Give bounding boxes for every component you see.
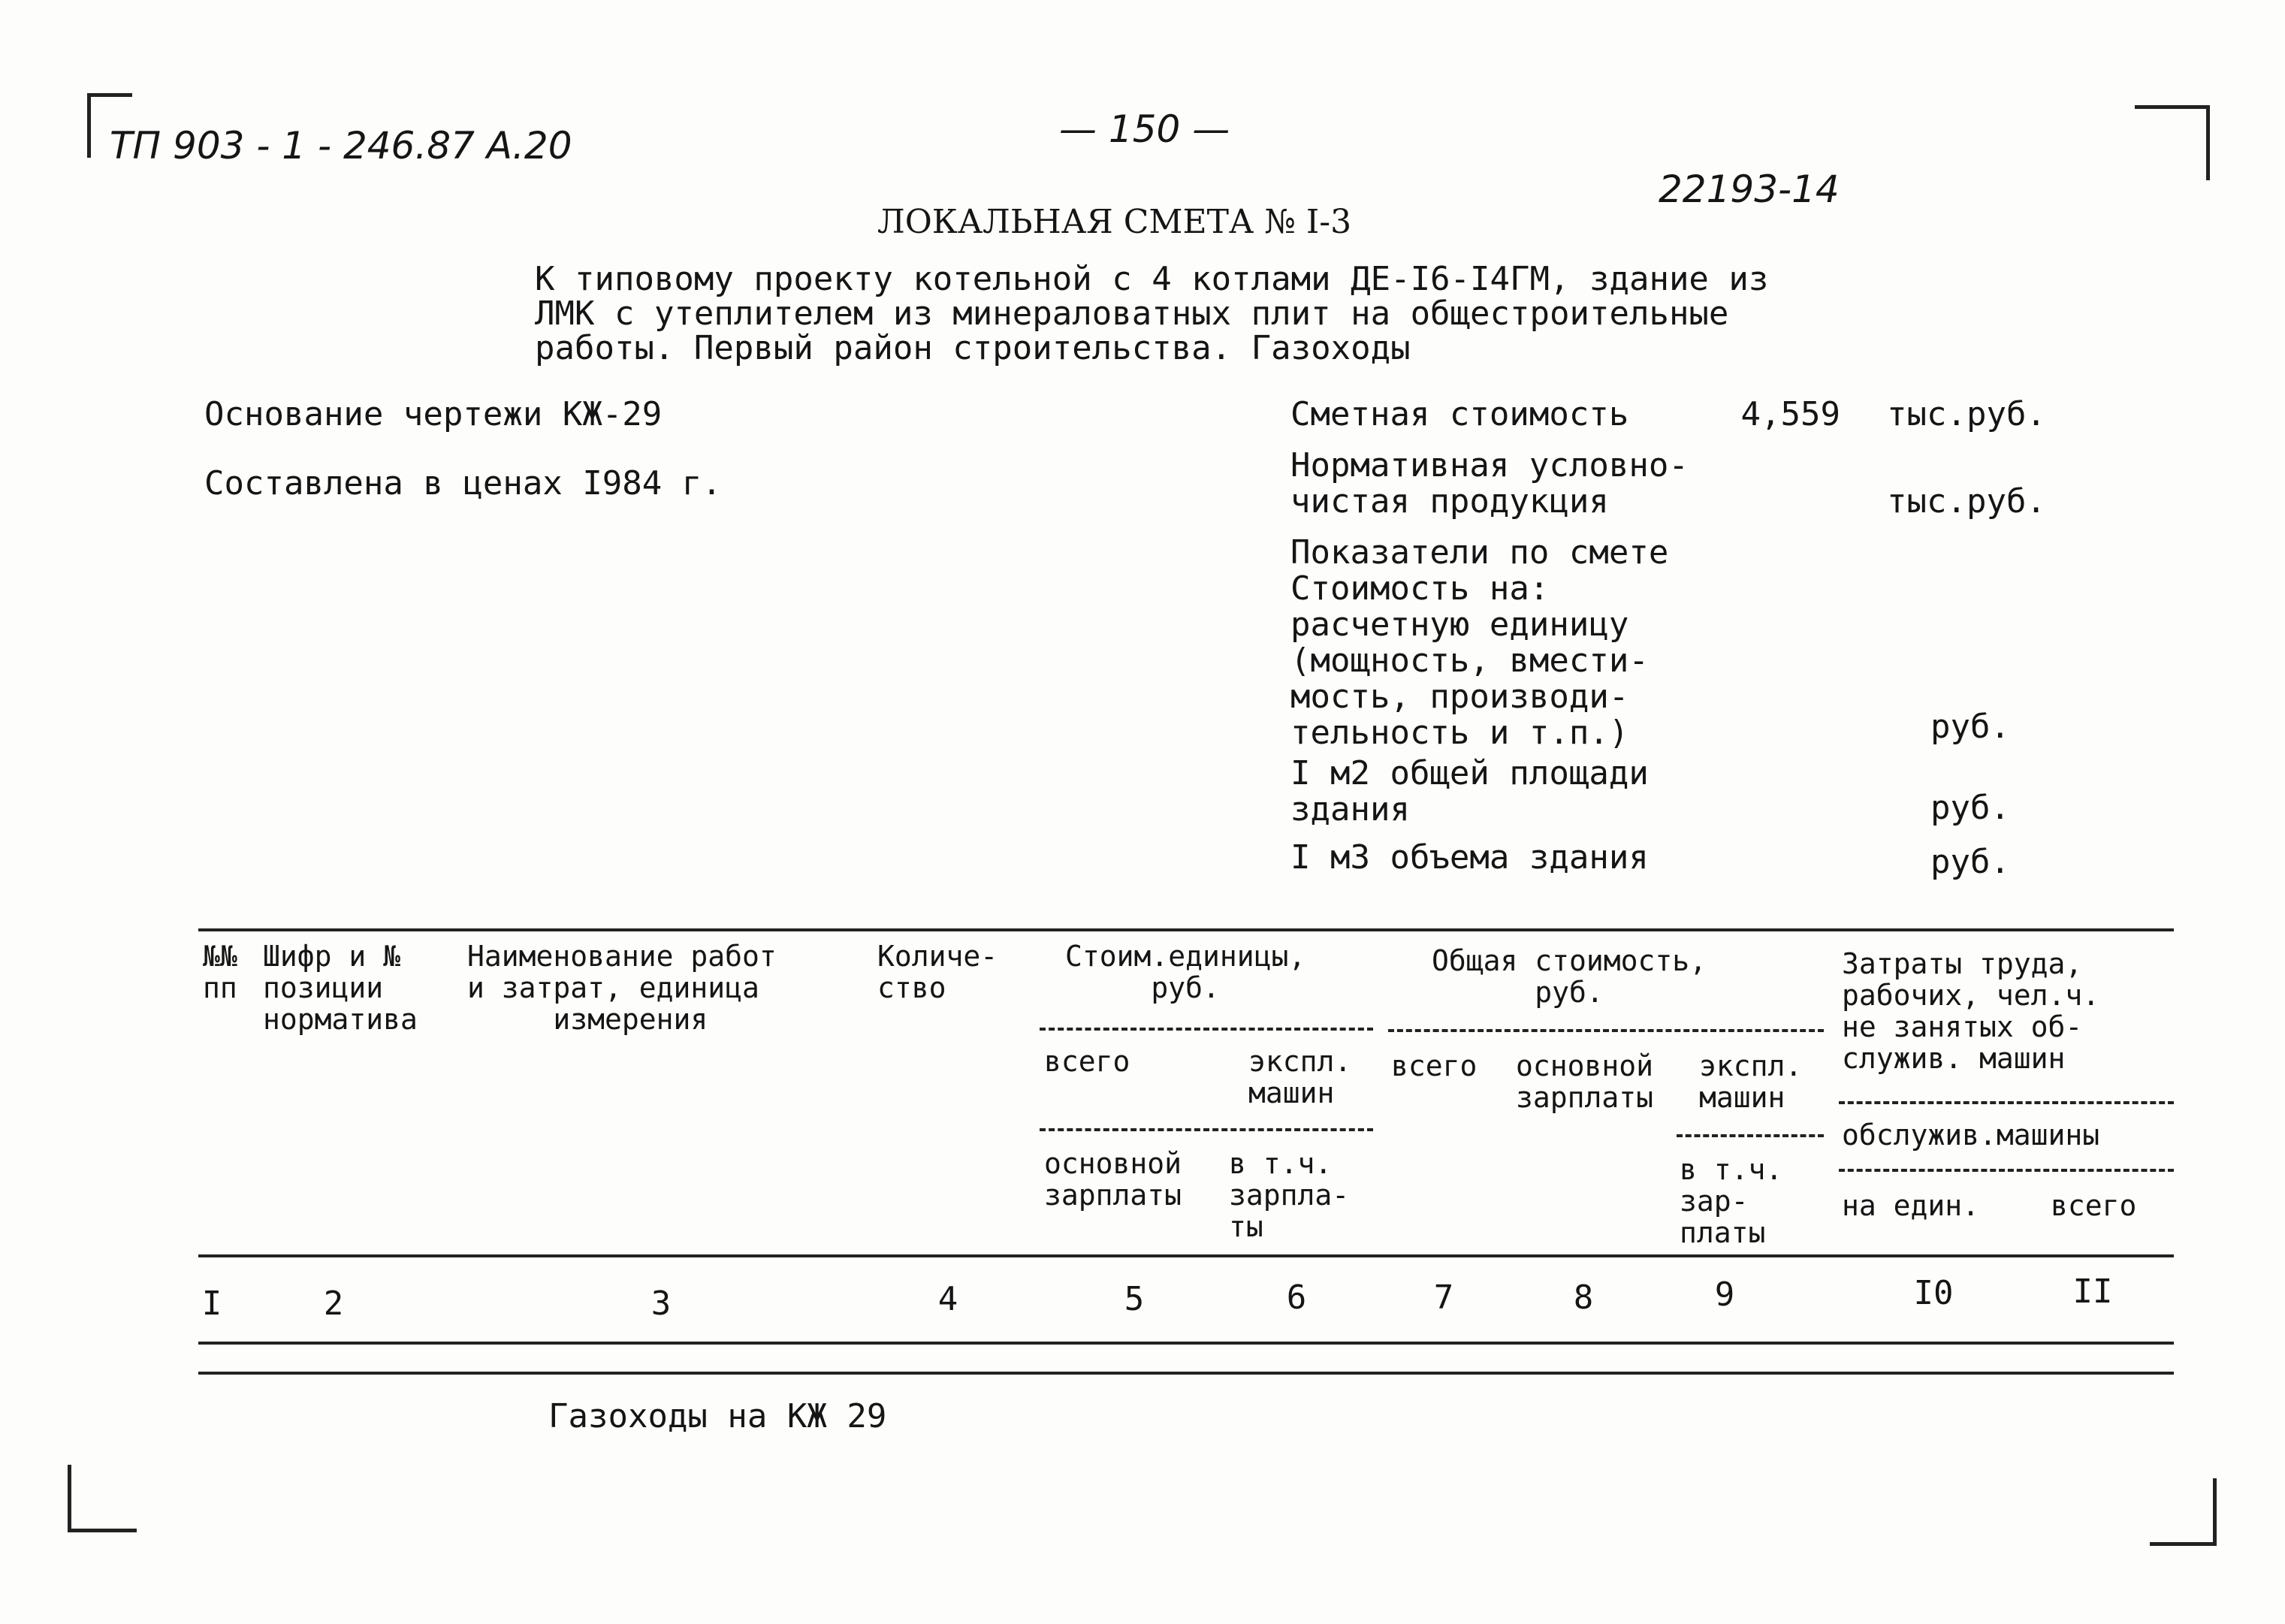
document-title: ЛОКАЛЬНАЯ СМЕТА № I-3 [877, 203, 1352, 241]
prices-text: Составлена в ценах I984 г. [204, 464, 722, 503]
subtitle-line-1: К типовому проекту котельной с 4 котлами ДЕ-I6-I4ГМ, здание из [535, 260, 1769, 298]
indicators-label: Показатели по смете Стоимость на: расчетную единицу (мощность, вмести- мость, производи- тельность и т.п.) [1290, 533, 1669, 752]
normative-unit: тыс.руб. [1887, 482, 2046, 521]
totalcost-sub-rule [1388, 1029, 1824, 1032]
document-code: ТП 903 - 1 - 246.87 А.20 [110, 124, 572, 168]
header-name: Наименование работ и затрат, единица измерения [467, 940, 777, 1036]
column-number-10: I0 [1913, 1274, 1954, 1312]
corner-mark-top-left-vertical [87, 93, 91, 158]
header-quantity: Количе- ство [877, 940, 998, 1004]
table-header-bottom-rule [198, 1254, 2174, 1257]
header-code: Шифр и № позиции норматива [263, 940, 418, 1036]
labor-sub-rule-2 [1839, 1101, 2174, 1104]
column-number-1: I [201, 1284, 222, 1323]
labor-sub-rule-1 [1677, 1134, 1824, 1137]
page-number: — 150 — [1059, 107, 1230, 151]
header-unit-machines: экспл. машин [1248, 1045, 1352, 1109]
corner-mark-top-right-horizontal [2135, 105, 2210, 109]
corner-mark-bottom-left-vertical [68, 1465, 71, 1532]
unitcost-sub-rule-1 [1040, 1028, 1373, 1031]
header-total-salary: основной зарплаты [1516, 1049, 1654, 1114]
header-total-total: всего [1391, 1049, 1478, 1082]
column-number-9: 9 [1714, 1275, 1735, 1314]
table-top-rule [198, 928, 2174, 931]
header-labor-per-unit: на един. [1842, 1189, 1980, 1222]
corner-mark-bottom-right-vertical [2213, 1478, 2217, 1546]
area-label: I м2 общей площади здания [1290, 754, 1649, 829]
corner-mark-top-right-vertical [2206, 105, 2210, 180]
header-unit-incl-salary: в т.ч. зарпла- ты [1229, 1147, 1350, 1243]
estimate-cost-value: 4,559 [1740, 395, 1840, 433]
estimate-cost-unit: тыс.руб. [1887, 395, 2046, 433]
estimate-cost-label: Сметная стоимость [1290, 395, 1629, 433]
header-unit-cost: Стоим.единицы, руб. [1065, 940, 1306, 1004]
header-total-incl-salary: в т.ч. зар- платы [1680, 1153, 1783, 1249]
column-number-7: 7 [1433, 1278, 1454, 1317]
volume-unit: руб. [1930, 843, 2010, 881]
header-labor-total: всего [2051, 1189, 2137, 1222]
column-number-6: 6 [1286, 1278, 1307, 1317]
header-row-number: №№ пп [203, 940, 237, 1004]
header-labor-machines: обслужив.машины [1842, 1118, 2100, 1152]
area-unit: руб. [1930, 789, 2010, 827]
indicators-unit: руб. [1930, 708, 2010, 746]
header-unit-total: всего [1044, 1045, 1130, 1078]
corner-mark-bottom-right-horizontal [2150, 1542, 2217, 1546]
corner-mark-bottom-left-horizontal [68, 1529, 137, 1532]
column-number-4: 4 [937, 1280, 958, 1318]
subtitle-line-3: работы. Первый район строительства. Газоходы [535, 329, 1411, 367]
header-total-machines: экспл. машин [1699, 1049, 1803, 1114]
subtitle-line-2: ЛМК с утеплителем из минераловатных плит на общестроительные [535, 294, 1729, 333]
header-unit-salary: основной зарплаты [1044, 1147, 1182, 1212]
stamp-number: 22193-14 [1659, 168, 1840, 211]
header-labor: Затраты труда, рабочих, чел.ч. не занятых об- служив. машин [1842, 947, 2100, 1075]
labor-sub-rule-3 [1839, 1169, 2174, 1172]
table-colnum-bottom-rule [198, 1342, 2174, 1345]
basis-text: Основание чертежи КЖ-29 [204, 395, 663, 433]
section-title: Газоходы на КЖ 29 [548, 1397, 887, 1435]
column-number-8: 8 [1573, 1278, 1594, 1317]
volume-label: I м3 объема здания [1290, 838, 1649, 877]
column-number-11: II [2072, 1272, 2113, 1311]
column-number-5: 5 [1124, 1280, 1145, 1318]
normative-label: Нормативная условно- чистая продукция [1290, 446, 1689, 521]
table-lower-rule [198, 1372, 2174, 1375]
unitcost-sub-rule-2 [1040, 1128, 1373, 1131]
column-number-2: 2 [323, 1284, 344, 1323]
header-total-cost: Общая стоимость, руб. [1432, 944, 1707, 1009]
corner-mark-top-left-horizontal [87, 93, 132, 97]
column-number-3: 3 [650, 1284, 672, 1323]
